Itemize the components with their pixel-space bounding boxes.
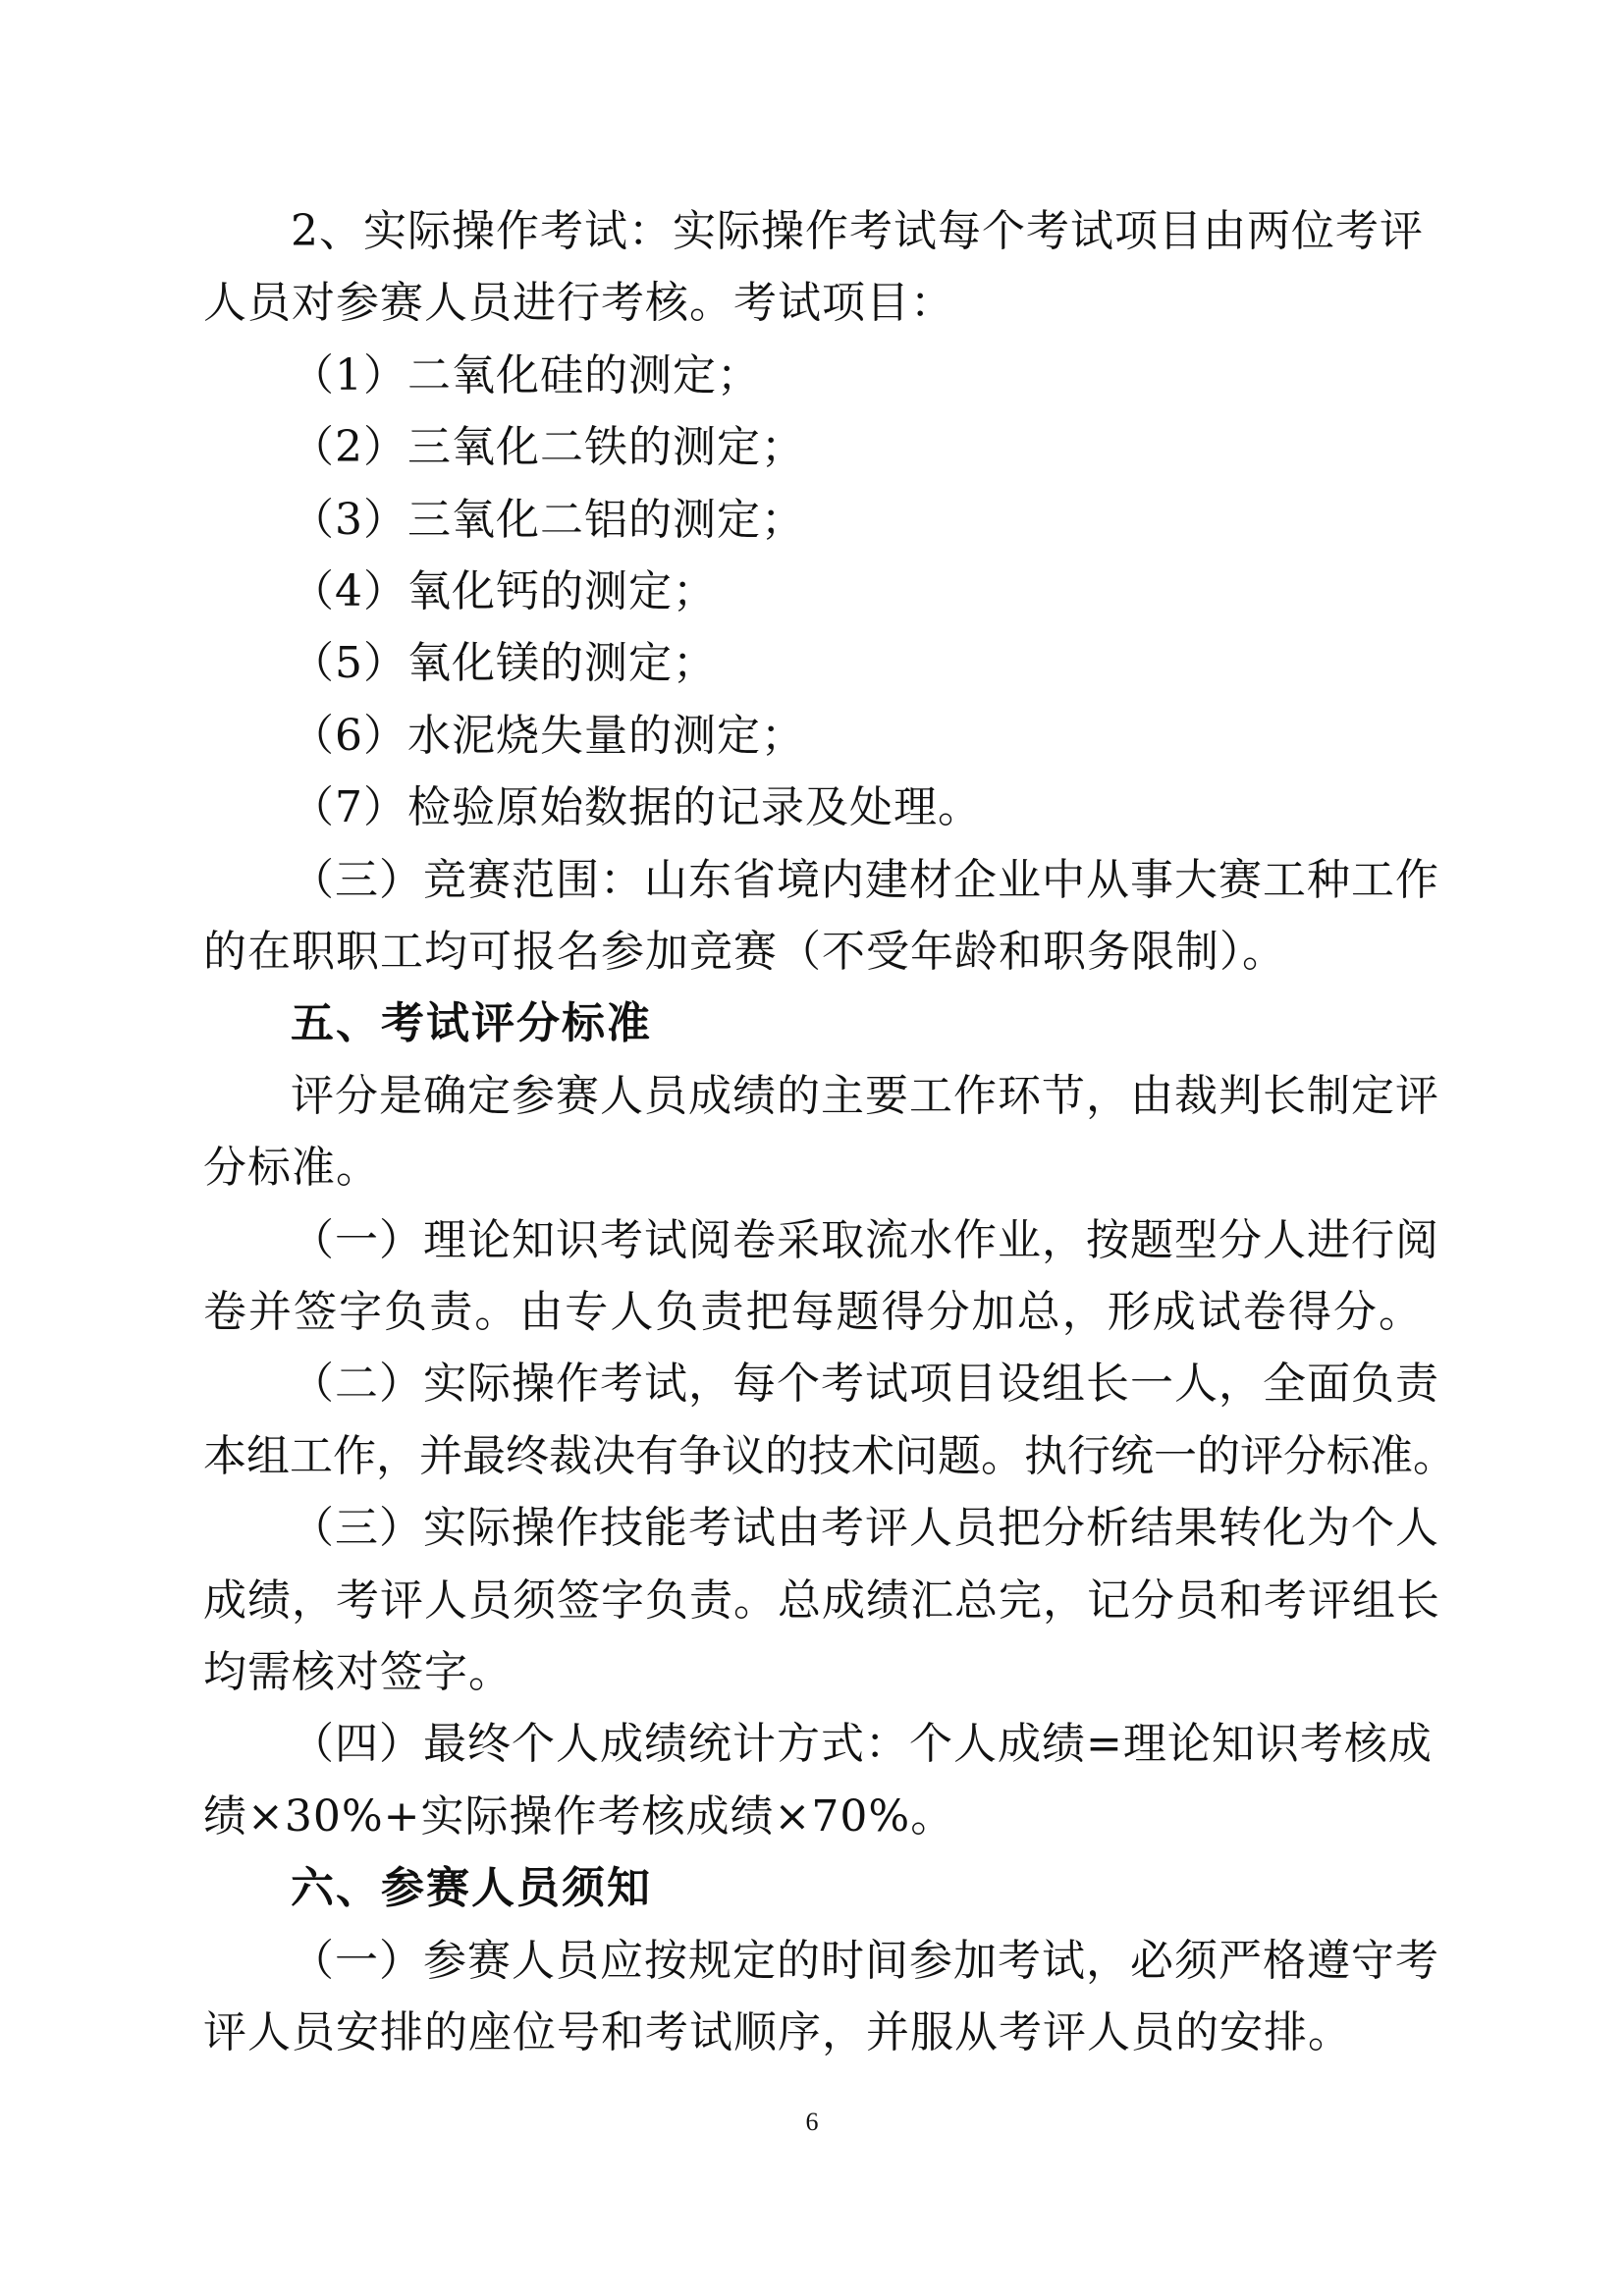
competition-scope-line-1: （三）竞赛范围：山东省境内建材企业中从事大赛工种工作 xyxy=(291,855,1439,905)
notice-item-1-line-1: （一）参赛人员应按规定的时间参加考试，必须严格遵守考 xyxy=(291,1936,1439,1986)
scoring-item-1-line-2: 卷并签字负责。由专人负责把每题得分加总，形成试卷得分。 xyxy=(203,1287,1423,1337)
notice-item-1-line-2: 评人员安排的座位号和考试顺序，并服从考评人员的安排。 xyxy=(203,2007,1352,2057)
exam-item-7: （7）检验原始数据的记录及处理。 xyxy=(291,782,982,832)
exam-item-3: （3）三氧化二铝的测定； xyxy=(291,495,805,545)
section-heading-scoring: 五、考试评分标准 xyxy=(291,998,652,1048)
scoring-item-1-line-1: （一）理论知识考试阅卷采取流水作业，按题型分人进行阅 xyxy=(291,1215,1439,1265)
exam-item-4: （4）氧化钙的测定； xyxy=(291,566,717,616)
practical-exam-paragraph-line-2: 人员对参赛人员进行考核。考试项目： xyxy=(203,278,954,328)
exam-item-1: （1）二氧化硅的测定； xyxy=(291,350,761,400)
page-number: 6 xyxy=(805,2108,819,2136)
scoring-intro-line-2: 分标准。 xyxy=(203,1143,380,1193)
scoring-item-3-line-3: 均需核对签字。 xyxy=(203,1647,513,1697)
scoring-item-3-line-1: （三）实际操作技能考试由考评人员把分析结果转化为个人 xyxy=(291,1503,1439,1553)
scoring-intro-line-1: 评分是确定参赛人员成绩的主要工作环节，由裁判长制定评 xyxy=(291,1071,1439,1121)
exam-item-5: （5）氧化镁的测定； xyxy=(291,638,717,688)
scoring-item-2-line-1: （二）实际操作考试，每个考试项目设组长一人，全面负责 xyxy=(291,1359,1439,1409)
practical-exam-paragraph-line-1: 2、实际操作考试：实际操作考试每个考试项目由两位考评 xyxy=(291,206,1424,256)
section-heading-participant-notice: 六、参赛人员须知 xyxy=(291,1863,652,1913)
scoring-item-2-line-2: 本组工作，并最终裁决有争议的技术问题。执行统一的评分标准。 xyxy=(203,1431,1456,1481)
scoring-item-3-line-2: 成绩，考评人员须签字负责。总成绩汇总完，记分员和考评组长 xyxy=(203,1575,1440,1626)
exam-item-6: （6）水泥烧失量的测定； xyxy=(291,711,805,761)
scoring-item-4-line-1: （四）最终个人成绩统计方式：个人成绩=理论知识考核成 xyxy=(291,1719,1433,1769)
competition-scope-line-2: 的在职职工均可报名参加竞赛（不受年龄和职务限制）。 xyxy=(203,927,1286,977)
scoring-item-4-line-2: 绩×30%+实际操作考核成绩×70%。 xyxy=(203,1791,955,1842)
exam-item-2: （2）三氧化二铁的测定； xyxy=(291,422,805,472)
